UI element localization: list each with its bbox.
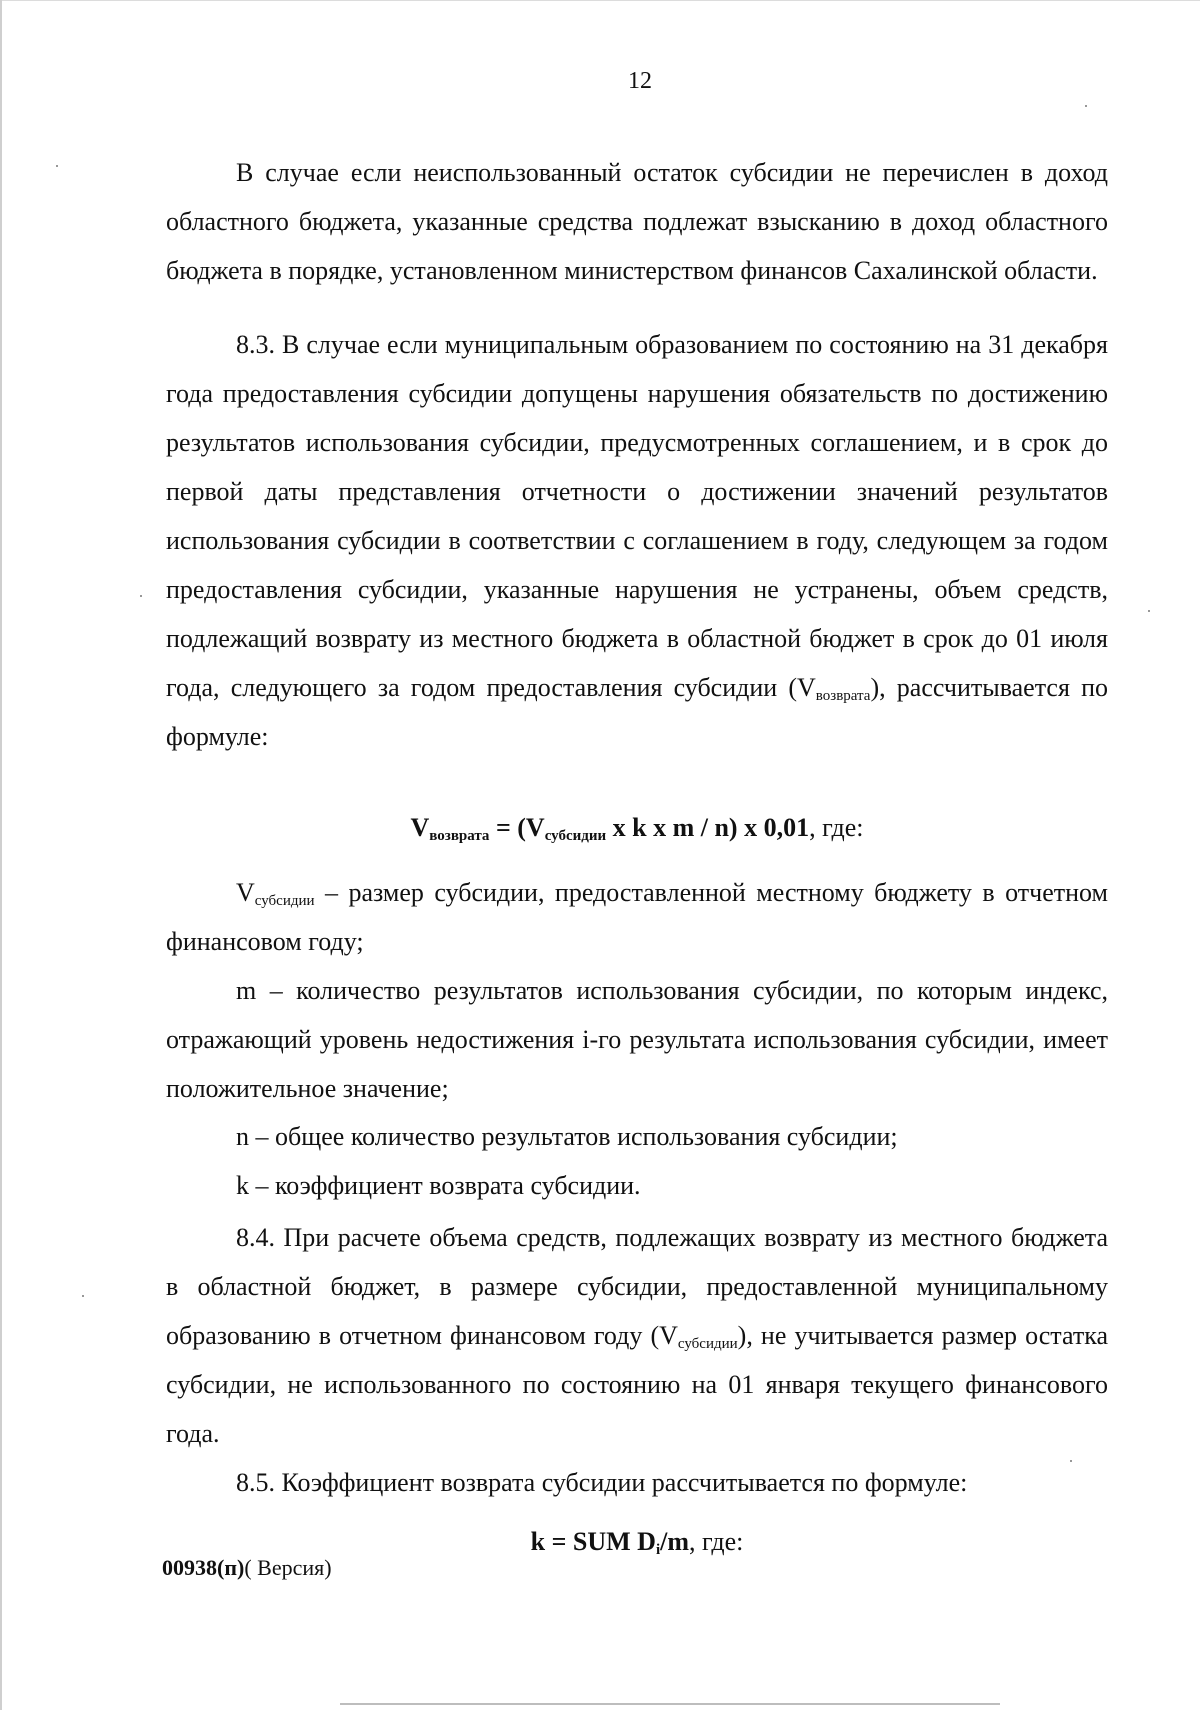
formula-k-expr-b: /m (660, 1527, 689, 1556)
definition-sub-subsidii: субсидии (254, 893, 315, 909)
page-edge-top (0, 0, 1200, 1)
definition-k: k – коэффициент возврата субсидии. (236, 1171, 641, 1200)
formula-sub-vozvrata: возврата (429, 828, 490, 844)
definition-n: n – общее количество результатов использования субсидии; (236, 1122, 898, 1151)
definition-v: V (236, 878, 255, 907)
scan-speck (56, 165, 58, 167)
paragraph-8-4 (166, 1213, 1108, 1458)
scan-speck (1148, 610, 1150, 612)
scan-bottom-line (340, 1703, 1000, 1705)
paragraph-8-3 (166, 320, 1108, 761)
page-number: 12 (628, 68, 652, 94)
paragraph-8-4-tail: ), не учитывается размер остатка субсидии, не использованного по состоянию на 01 января текущего финансового года. (166, 1321, 1108, 1448)
formula-sub-subsidii: субсидии (544, 828, 607, 844)
footer-version (162, 1555, 332, 1581)
formula-v: V (410, 813, 430, 842)
formula-v-vozvrata (166, 808, 1108, 848)
paragraph-unused-remainder: В случае если неиспользованный остаток субсидии не перечислен в доход областного бюджета, указанные средства подлежат взысканию в доход областного бюджета в порядке, установленном министерством финансов Сахалинской области. (166, 158, 1108, 285)
scan-speck (82, 1295, 84, 1297)
formula-tail: , где: (809, 813, 864, 842)
paragraph-8-5: 8.5. Коэффициент возврата субсидии рассчитывается по формуле: (236, 1468, 968, 1497)
paragraph-8-4-text: 8.4. При расчете объема средств, подлежащих возврату из местного бюджета в областной бюджет, в размере субсидии, предоставленной муниципальному образованию в отчетном финансовом году (V (166, 1223, 1108, 1350)
formula-k-tail: , где: (689, 1527, 744, 1556)
formula-mid: = (V (489, 813, 545, 842)
subscript-vozvrata: возврата (815, 688, 871, 704)
footer-label: ( Версия) (244, 1555, 332, 1580)
footer-code: 00938(п) (162, 1555, 245, 1580)
paragraph-8-4-sub: субсидии (677, 1336, 738, 1352)
formula-expression: x k x m / n) x 0,01 (606, 813, 810, 842)
scan-speck (1085, 105, 1087, 107)
definition-v-subsidii (166, 868, 1108, 966)
paragraph-8-3-text: 8.3. В случае если муниципальным образованием по состоянию на 31 декабря года предоставления субсидии допущены нарушения обязательств по достижению результатов использования субсидии, предусмотренных соглашением, и в срок до первой даты представления отчетности о достижении значений результатов использования субсидии в соответствии с соглашением в году, следующем за годом предоставления субсидии, указанные нарушения не устранены, объем средств, подлежащий возврату из местного бюджета в областной бюджет в срок до 01 июля года, следующего за годом предоставления субсидии (V (166, 330, 1108, 702)
definition-m: m – количество результатов использования субсидии, по которым индекс, отражающий уровень недостижения i-го результата использования субсидии, имеет положительное значение; (166, 976, 1108, 1103)
scan-speck (1070, 1460, 1072, 1462)
page-edge-left (0, 0, 2, 1710)
scan-speck (140, 595, 142, 597)
definition-v-text: – размер субсидии, предоставленной местному бюджету в отчетном финансовом году; (166, 878, 1108, 956)
formula-k-sub: i (655, 1542, 661, 1558)
paragraph-8-3-tail: ), рассчитывается по формуле: (166, 673, 1108, 751)
formula-k-expr-a: k = SUM D (530, 1527, 656, 1556)
